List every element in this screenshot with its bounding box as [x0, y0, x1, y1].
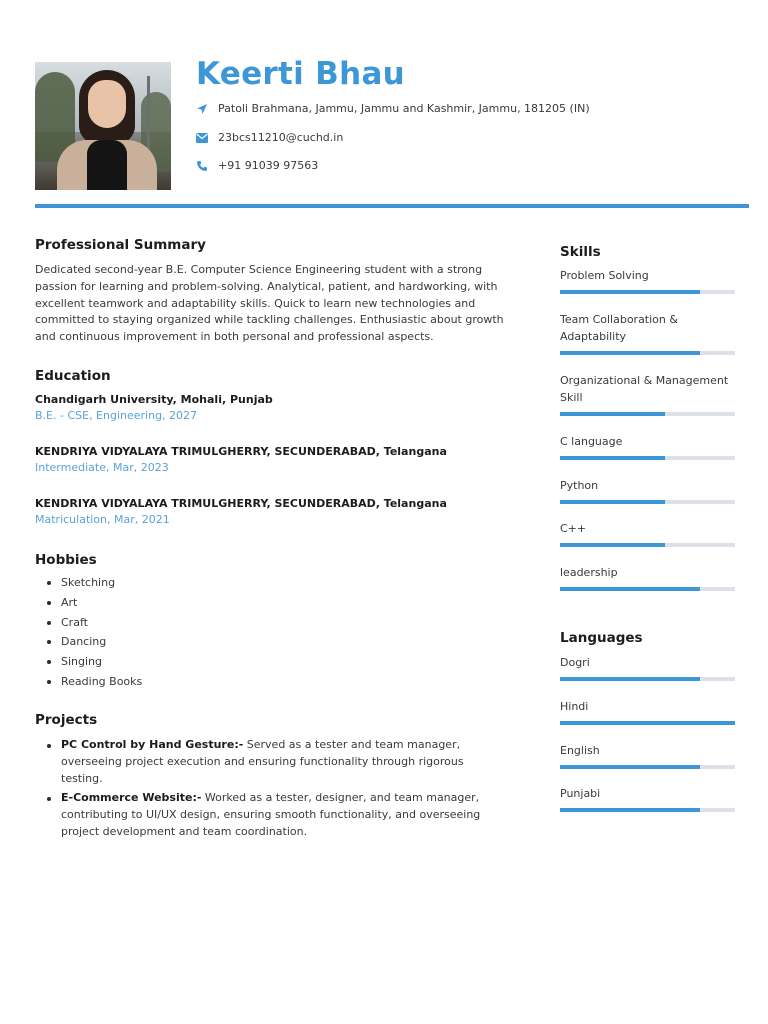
address-row	[196, 102, 590, 115]
project-desc: Worked as a tester, designer, and team manager, contributing to UI/UX design, ensuring smooth functionality, and overseeing project development and team coordination.	[61, 791, 481, 838]
skill-level-bar	[560, 290, 735, 294]
skill-item	[560, 267, 735, 294]
skill-level-fill	[560, 808, 700, 812]
skill-item	[560, 742, 735, 769]
skill-level-bar	[560, 500, 735, 504]
skill-level-bar	[560, 721, 735, 725]
phone-icon	[196, 160, 208, 172]
skill-label: Organizational & Management Skill	[560, 374, 729, 404]
envelope-icon	[196, 132, 208, 144]
list-item	[47, 737, 497, 787]
email-row	[196, 131, 343, 144]
skill-level-bar	[560, 677, 735, 681]
skill-label: Dogri	[560, 656, 590, 669]
project-name: PC Control by Hand Gesture:-	[61, 738, 244, 751]
skill-level-fill	[560, 721, 735, 725]
skill-item	[560, 785, 735, 812]
skill-label: Problem Solving	[560, 269, 649, 282]
skill-level-fill	[560, 500, 665, 504]
address-text: Patoli Brahmana, Jammu, Jammu and Kashmir, Jammu, 181205 (IN)	[218, 102, 590, 115]
skill-item	[560, 372, 735, 416]
skill-label: C++	[560, 522, 587, 535]
phone-row	[196, 159, 318, 172]
skill-label: English	[560, 744, 600, 757]
skill-level-bar	[560, 351, 735, 355]
skill-level-bar	[560, 543, 735, 547]
skill-level-fill	[560, 412, 665, 416]
education-degree: B.E. - CSE, Engineering, 2027	[35, 409, 198, 422]
skill-level-bar	[560, 456, 735, 460]
header-divider	[35, 204, 749, 208]
hobbies-list	[47, 573, 142, 692]
list-item: Art	[47, 593, 142, 613]
languages-heading: Languages	[560, 630, 643, 646]
list-item: Reading Books	[47, 672, 142, 692]
skill-item	[560, 477, 735, 504]
skill-level-bar	[560, 808, 735, 812]
skills-heading: Skills	[560, 244, 601, 260]
list-item	[47, 790, 497, 840]
skill-item	[560, 654, 735, 681]
skill-level-fill	[560, 543, 665, 547]
skill-label: Hindi	[560, 700, 589, 713]
skill-label: Team Collaboration & Adaptability	[560, 313, 678, 343]
list-item: Singing	[47, 652, 142, 672]
email-link[interactable]: 23bcs11210@cuchd.in	[218, 131, 344, 144]
education-degree: Matriculation, Mar, 2021	[35, 513, 170, 526]
skill-label: Punjabi	[560, 787, 601, 800]
candidate-name: Keerti Bhau	[196, 56, 406, 92]
skill-level-fill	[560, 351, 700, 355]
skill-item	[560, 564, 735, 591]
education-degree: Intermediate, Mar, 2023	[35, 461, 169, 474]
skill-level-fill	[560, 456, 665, 460]
skill-level-bar	[560, 412, 735, 416]
list-item: Dancing	[47, 632, 142, 652]
skill-level-fill	[560, 290, 700, 294]
skill-level-fill	[560, 587, 700, 591]
education-school: Chandigarh University, Mohali, Punjab	[35, 393, 273, 406]
summary-heading: Professional Summary	[35, 237, 206, 253]
list-item: Craft	[47, 613, 142, 633]
skill-level-fill	[560, 765, 700, 769]
projects-list	[47, 737, 497, 844]
project-name: E-Commerce Website:-	[61, 791, 202, 805]
profile-photo	[35, 62, 171, 190]
phone-text: +91 91039 97563	[218, 159, 319, 172]
list-item: Sketching	[47, 573, 142, 593]
skill-item	[560, 698, 735, 725]
education-school: KENDRIYA VIDYALAYA TRIMULGHERRY, SECUNDERABAD, Telangana	[35, 445, 447, 458]
skill-level-fill	[560, 677, 700, 681]
project-desc: Served as a tester and team manager, overseeing project execution and ensuring functionality through rigorous testing.	[61, 738, 464, 785]
skill-level-bar	[560, 587, 735, 591]
skill-item	[560, 311, 735, 355]
skill-label: leadership	[560, 566, 618, 579]
skill-label: C language	[560, 435, 623, 448]
summary-text: Dedicated second-year B.E. Computer Science Engineering student with a strong passion for learning and problem-solving. Analytical, patient, and hardworking, with excellent teamwork and adaptability skills. Quick to learn new technologies and committed to staying organized while tackling challenges. Enthusiastic about growth and continuous improvement in both personal and professional aspects.	[35, 263, 504, 344]
education-school: KENDRIYA VIDYALAYA TRIMULGHERRY, SECUNDERABAD, Telangana	[35, 497, 447, 510]
hobbies-heading: Hobbies	[35, 552, 97, 568]
skill-item	[560, 433, 735, 460]
projects-heading: Projects	[35, 712, 98, 728]
education-heading: Education	[35, 368, 111, 384]
location-arrow-icon	[196, 103, 208, 115]
skill-label: Python	[560, 479, 599, 492]
skill-level-bar	[560, 765, 735, 769]
skill-item	[560, 520, 735, 547]
